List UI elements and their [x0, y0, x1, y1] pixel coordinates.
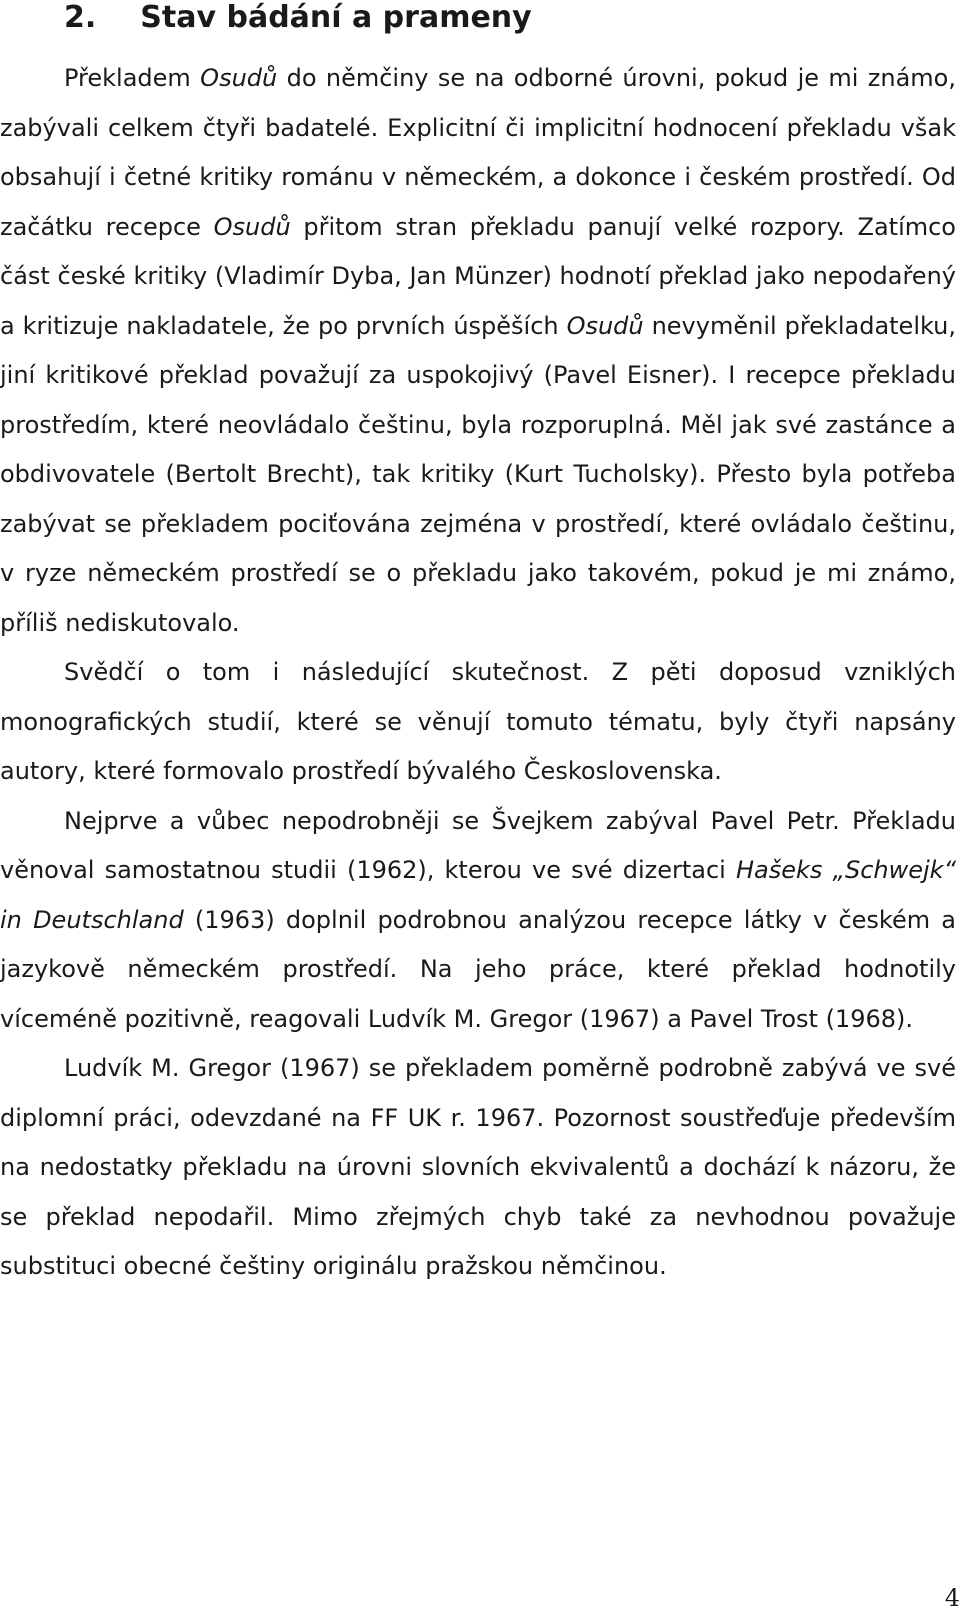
text-run: Svědčí o tom i následující skutečnost. Z pěti doposud vzniklých monografických studií, které se věnují tomuto tématu, byly čtyři napsány autory, které formovalo prostředí bývalého Československa. [0, 658, 956, 785]
page-number: 4 [944, 1584, 960, 1612]
section-heading [64, 0, 532, 36]
paragraph [0, 54, 956, 648]
text-run-italic: Osudů [213, 212, 291, 241]
text-run: Nejprve a vůbec nepodrobněji se Švejkem zabýval Pavel Petr. Překladu věnoval samostatnou studii (1962), kterou ve své dizertaci [0, 806, 956, 884]
section-number: 2. [64, 0, 97, 35]
section-title: Stav bádání a prameny [140, 0, 532, 35]
body-text [0, 54, 956, 1292]
text-run: přitom stran překladu panují velké rozpory. Zatímco část české kritiky (Vladimír Dyba, Jan Münzer) hodnotí překlad jako nepodařený a kritizuje nakladatele, že po prvních úspěších [0, 212, 956, 340]
text-run: nevyměnil překladatelku, jiní kritikové překlad považují za uspokojivý (Pavel Eisner). I recepce překladu prostředím, které neovládalo češtinu, byla rozporuplná. Měl jak své zastánce a obdivovatele (Bertolt Brecht), tak kritiky (Kurt Tucholsky). Přesto byla potřeba zabývat se překladem pociťována zejména v prostředí, které ovládalo češtinu, v ryze německém prostředí se o překladu jako takovém, pokud je mi známo, příliš nediskutovalo. [0, 311, 956, 637]
text-run-italic: Osudů [566, 311, 644, 340]
paragraph [0, 797, 956, 1045]
text-run: do němčiny se na odborné úrovni, pokud je mi známo, zabývali celkem čtyři badatelé. Explicitní či implicitní hodnocení překladu však obsahují i četné kritiky románu v německém, a dokonce i českém prostředí. Od začátku recepce [0, 64, 956, 241]
text-run-italic: Hašeks „Schwejk“ in Deutschland [0, 856, 957, 934]
paragraph [0, 1044, 956, 1292]
text-run: Překladem [64, 64, 201, 92]
text-run: Ludvík M. Gregor (1967) se překladem poměrně podrobně zabývá ve své diplomní práci, odevzdané na FF UK r. 1967. Pozornost soustřeďuje především na nedostatky překladu na úrovni slovních ekvivalentů a dochází k názoru, že se překlad nepodařil. Mimo zřejmých chyb také za nevhodnou považuje substituci obecné češtiny originálu pražskou němčinou. [0, 1054, 956, 1280]
paragraph [0, 648, 956, 797]
text-run: (1963) doplnil podrobnou analýzou recepce látky v českém a jazykově německém prostředí. Na jeho práce, které překlad hodnotily víceméně pozitivně, reagovali Ludvík M. Gregor (1967) a Pavel Trost (1968). [0, 905, 956, 1033]
text-run-italic: Osudů [200, 64, 278, 92]
